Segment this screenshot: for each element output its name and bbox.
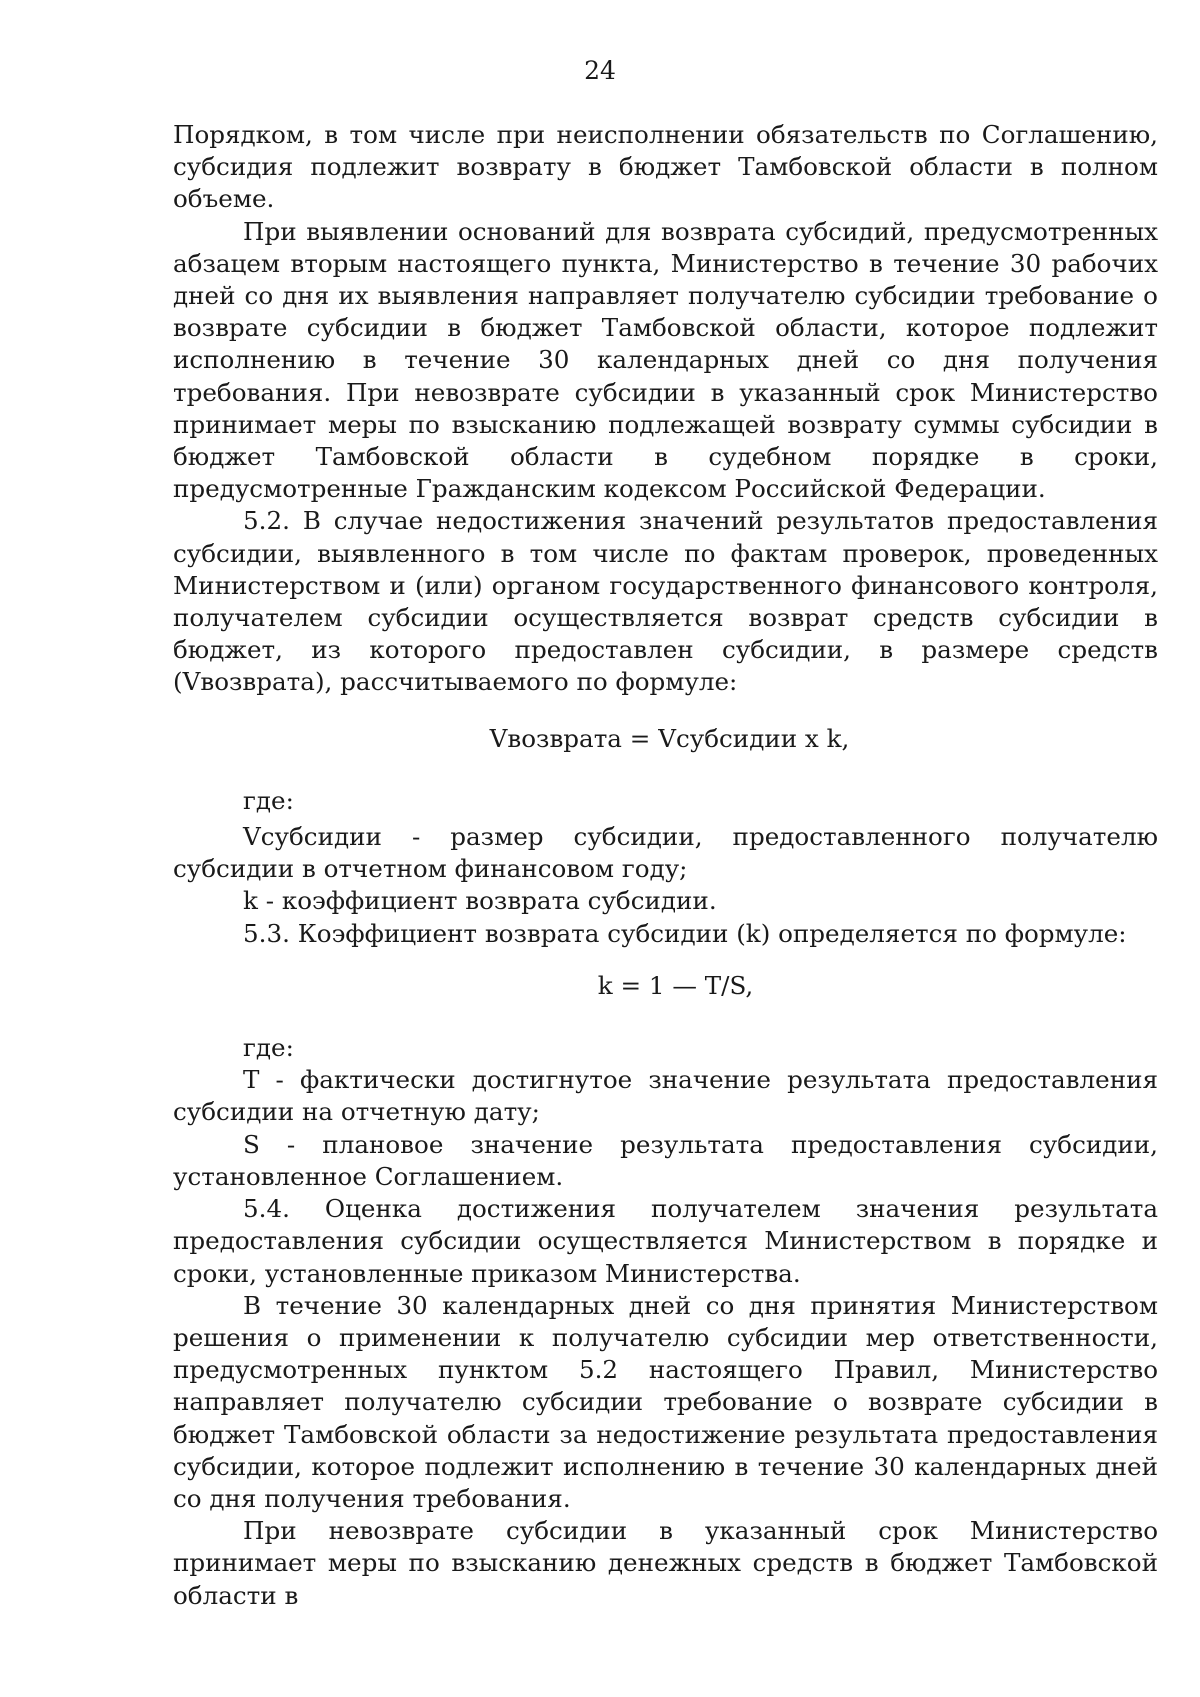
- paragraph-continuation: Порядком, в том числе при неисполнении обязательств по Соглашению, субсидия подлежит возврату в бюджет Тамбовской области в полном объеме.: [173, 120, 1158, 214]
- paragraph-5-3: 5.3. Коэффициент возврата субсидии (k) определяется по формуле:: [243, 918, 1127, 948]
- formula-refund-volume: Vвозврата = Vсубсидии x k,: [489, 723, 850, 753]
- page-number: 24: [584, 56, 616, 85]
- definition-v-subsidy: Vсубсидии - размер субсидии, предоставленного получателю субсидии в отчетном финансовом году;: [173, 822, 1158, 884]
- paragraph-non-return: При невозврате субсидии в указанный срок Министерство принимает меры по взысканию денежных средств в бюджет Тамбовской области в: [173, 1516, 1158, 1610]
- document-body: [173, 119, 1158, 1612]
- paragraph-5-4: 5.4. Оценка достижения получателем значения результата предоставления субсидии осуществляется Министерством в порядке и сроки, установленные приказом Министерства.: [173, 1194, 1158, 1288]
- paragraph-refund-grounds: При выявлении оснований для возврата субсидий, предусмотренных абзацем вторым настоящего пункта, Министерство в течение 30 рабочих дней со дня их выявления направляет получателю субсидии требование о возврате субсидии в бюджет Тамбовской области, которое подлежит исполнению в течение 30 календарных дней со дня получения требования. При невозврате субсидии в указанный срок Министерство принимает меры по взысканию подлежащей возврату суммы субсидии в бюджет Тамбовской области в судебном порядке в сроки, предусмотренные Гражданским кодексом Российской Федерации.: [173, 216, 1158, 504]
- definition-s: S - плановое значение результата предоставления субсидии, установленное Соглашением.: [173, 1129, 1158, 1191]
- definition-k: k - коэффициент возврата субсидии.: [243, 886, 717, 916]
- paragraph-responsibility: В течение 30 календарных дней со дня принятия Министерством решения о применении к получателю субсидии мер ответственности, предусмотренных пунктом 5.2 настоящего Правил, Министерство направляет получателю субсидии требование о возврате субсидии в бюджет Тамбовской области за недостижение результата предоставления субсидии, которое подлежит исполнению в течение 30 календарных дней со дня получения требования.: [173, 1290, 1158, 1513]
- where-label-1: где:: [243, 785, 294, 815]
- definition-t: T - фактически достигнутое значение результата предоставления субсидии на отчетную дату;: [173, 1065, 1158, 1127]
- formula-coefficient: k = 1 — T/S,: [597, 970, 754, 1000]
- where-label-2: где:: [243, 1033, 294, 1063]
- paragraph-5-2: 5.2. В случае недостижения значений результатов предоставления субсидии, выявленного в том числе по фактам проверок, проведенных Министерством и (или) органом государственного финансового контроля, получателем субсидии осуществляется возврат средств субсидии в бюджет, из которого предоставлен субсидии, в размере средств (Vвозврата), рассчитываемого по формуле:: [173, 506, 1158, 697]
